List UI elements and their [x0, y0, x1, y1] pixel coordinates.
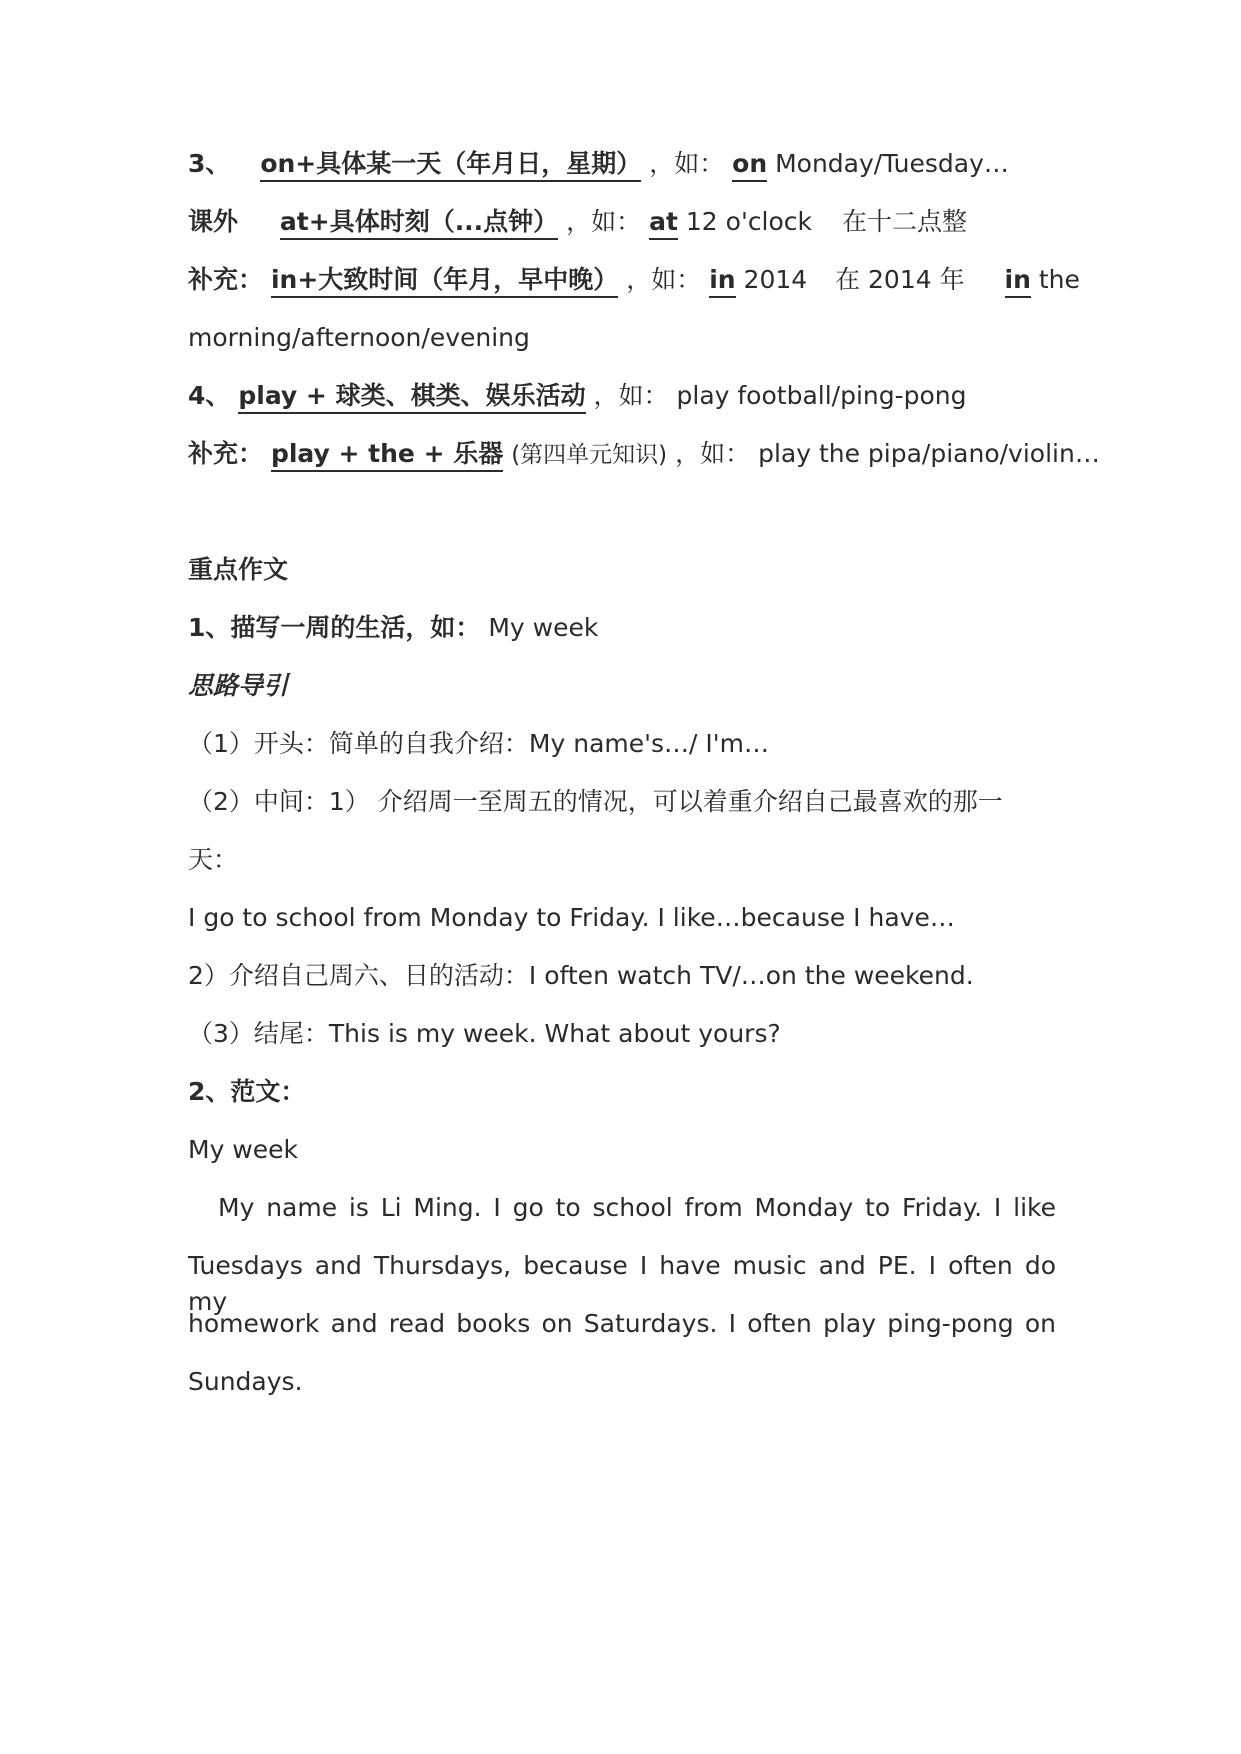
rule-on-line	[188, 146, 1009, 182]
translation-at: 在十二点整	[841, 207, 967, 236]
rule-play-the-line	[188, 436, 1100, 473]
example-play-the: play the pipa/piano/violin…	[758, 439, 1100, 468]
rule-play-line	[188, 378, 967, 414]
keyword-on: on	[732, 149, 767, 182]
example-in-2: the	[1038, 265, 1080, 294]
essay-line: homework and read books on Saturdays. I often play ping-pong on	[188, 1309, 1056, 1338]
example-play: play football/ping-pong	[676, 381, 967, 410]
label-extra: 课外	[188, 207, 239, 236]
keyword-at: at	[649, 207, 678, 240]
rule-sep: ，如：	[675, 439, 751, 468]
essay-title: My week	[188, 1135, 298, 1164]
rule-at: at+具体时刻（...点钟）	[280, 207, 558, 240]
rule-at-line	[188, 204, 967, 240]
translation-in: 在 2014 年	[835, 265, 965, 294]
example-at: 12 o'clock	[685, 207, 813, 236]
guide-title: 思路导引	[188, 671, 289, 700]
rule-sep: ，如：	[626, 265, 702, 294]
rule-sep: ，如：	[649, 149, 725, 178]
rule-play: play + 球类、棋类、娱乐活动	[238, 381, 585, 414]
writing-task-1	[188, 610, 598, 646]
essay-line: My name is Li Ming. I go to school from Monday to Friday. I like	[218, 1193, 1056, 1222]
rule-sep: ，如：	[566, 207, 642, 236]
guide-weekend: 2）介绍自己周六、日的活动：I often watch TV/…on the weekend.	[188, 961, 974, 990]
guide-middle: （2）中间：1） 介绍周一至周五的情况，可以着重介绍自己最喜欢的那一	[188, 787, 1003, 816]
rule-sep: ，如：	[593, 381, 669, 410]
essay-line: Sundays.	[188, 1367, 303, 1396]
rule-in: in+大致时间（年月，早中晚）	[271, 265, 618, 298]
guide-sample-weekday: I go to school from Monday to Friday. I like…because I have…	[188, 903, 955, 932]
writing-task-example: My week	[488, 613, 599, 642]
item-number: 3、	[188, 149, 231, 178]
unit-note: (第四单元知识)	[511, 442, 668, 468]
rule-in-line	[188, 262, 1080, 298]
rule-on: on+具体某一天（年月日，星期）	[260, 149, 641, 182]
rule-in-continued: morning/afternoon/evening	[188, 323, 530, 352]
writing-task-text: 1、描写一周的生活，如：	[188, 613, 481, 642]
example-on: Monday/Tuesday…	[775, 149, 1009, 178]
guide-ending: （3）结尾：This is my week. What about yours?	[188, 1019, 781, 1048]
model-essay-label: 2、范文：	[188, 1077, 306, 1106]
rule-play-the: play + the + 乐器	[271, 439, 503, 472]
example-in: 2014	[743, 265, 808, 294]
item-number: 4、	[188, 381, 231, 410]
keyword-in: in	[709, 265, 735, 298]
label-supplement: 补充：	[188, 265, 264, 294]
guide-middle-continued: 天：	[188, 845, 239, 874]
essay-line: Tuesdays and Thursdays, because I have music and PE. I often do my	[188, 1251, 1056, 1316]
section-title: 重点作文	[188, 555, 289, 584]
guide-opening: （1）开头：简单的自我介绍：My name's…/ I'm…	[188, 729, 769, 758]
label-supplement: 补充：	[188, 439, 264, 468]
keyword-in-2: in	[1005, 265, 1031, 298]
